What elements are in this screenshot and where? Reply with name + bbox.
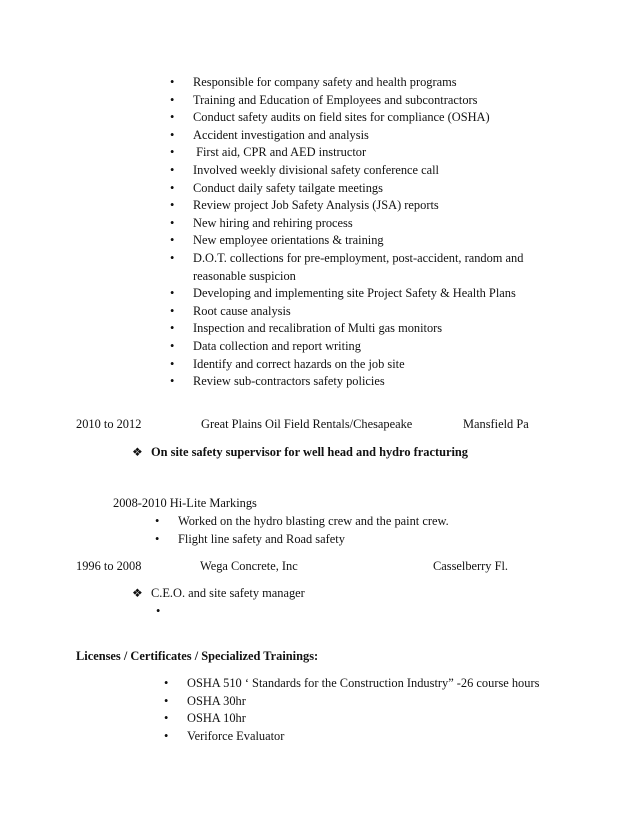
bullet-icon: • xyxy=(170,233,175,248)
bullet-icon: • xyxy=(164,711,169,726)
bullet-icon: • xyxy=(170,75,175,89)
bullet-icon: • xyxy=(170,303,175,318)
bullet-icon: • xyxy=(170,215,175,230)
bullet-icon: • xyxy=(170,145,175,160)
diamond-bullet-icon: ❖ xyxy=(132,445,143,459)
bullet-icon: • xyxy=(170,92,175,107)
bullet-icon: • xyxy=(170,250,175,265)
list-item: • New employee orientations & training xyxy=(167,232,607,250)
list-item: • Involved weekly divisional safety conference call xyxy=(167,162,607,180)
job-heading: 2008-2010 Hi-Lite Markings xyxy=(113,496,257,510)
job-dates: 1996 to 2008 xyxy=(76,559,142,573)
empty-bullet-icon: • xyxy=(156,604,161,618)
list-item: • OSHA 10hr xyxy=(161,710,539,728)
job-dates: 2010 to 2012 xyxy=(76,417,142,431)
list-item: • Veriforce Evaluator xyxy=(161,728,539,746)
bullet-icon: • xyxy=(170,356,175,371)
duties-list xyxy=(167,74,607,391)
list-item: • Training and Education of Employees and subcontractors xyxy=(167,92,607,110)
list-item: • Review project Job Safety Analysis (JSA) reports xyxy=(167,197,607,215)
bullet-icon: • xyxy=(170,127,175,142)
bullet-icon: • xyxy=(170,162,175,177)
bullet-icon: • xyxy=(170,198,175,213)
list-item: • Data collection and report writing xyxy=(167,338,607,356)
job-location: Casselberry Fl. xyxy=(433,559,509,573)
list-item: • Review sub-contractors safety policies xyxy=(167,373,607,391)
bullet-icon: • xyxy=(170,180,175,195)
list-item: • Root cause analysis xyxy=(167,303,607,321)
bullet-icon: • xyxy=(170,286,175,301)
bullet-icon: • xyxy=(164,728,169,743)
list-item: • Inspection and recalibration of Multi gas monitors xyxy=(167,320,607,338)
job-company: Wega Concrete, Inc xyxy=(200,559,298,573)
job-duties-list xyxy=(152,513,449,548)
bullet-icon: • xyxy=(155,514,160,528)
job-role: C.E.O. and site safety manager xyxy=(151,586,305,600)
bullet-icon: • xyxy=(170,374,175,389)
diamond-bullet-icon: ❖ xyxy=(132,586,143,600)
job-location: Mansfield Pa xyxy=(463,417,529,431)
list-item: • First aid, CPR and AED instructor xyxy=(167,144,607,162)
list-item: • Worked on the hydro blasting crew and the paint crew. xyxy=(152,513,449,531)
list-item: • Responsible for company safety and health programs xyxy=(167,74,607,92)
bullet-icon: • xyxy=(170,321,175,336)
bullet-icon: • xyxy=(155,531,160,546)
section-heading: Licenses / Certificates / Specialized Trainings: xyxy=(76,649,319,663)
job-company: Great Plains Oil Field Rentals/Chesapeake xyxy=(201,417,413,431)
bullet-icon: • xyxy=(170,338,175,353)
licenses-list xyxy=(161,675,539,745)
bullet-icon: • xyxy=(170,110,175,125)
list-item: • OSHA 510 ‘ Standards for the Construction Industry” -26 course hours xyxy=(161,675,539,693)
list-item: • Identify and correct hazards on the job site xyxy=(167,356,607,374)
list-item: • OSHA 30hr xyxy=(161,693,539,711)
list-item: • Conduct daily safety tailgate meetings xyxy=(167,180,607,198)
job-role: On site safety supervisor for well head and hydro fracturing xyxy=(151,445,468,459)
list-item: • Accident investigation and analysis xyxy=(167,127,607,145)
list-item: • D.O.T. collections for pre-employment, post-accident, random and reasonable suspicion xyxy=(170,250,524,283)
list-item: • Conduct safety audits on field sites for compliance (OSHA) xyxy=(167,109,607,127)
list-item: • Developing and implementing site Project Safety & Health Plans xyxy=(167,285,607,303)
bullet-icon: • xyxy=(164,693,169,708)
list-item: • Flight line safety and Road safety xyxy=(152,531,449,549)
list-item: • New hiring and rehiring process xyxy=(167,215,607,233)
bullet-icon: • xyxy=(164,676,169,690)
